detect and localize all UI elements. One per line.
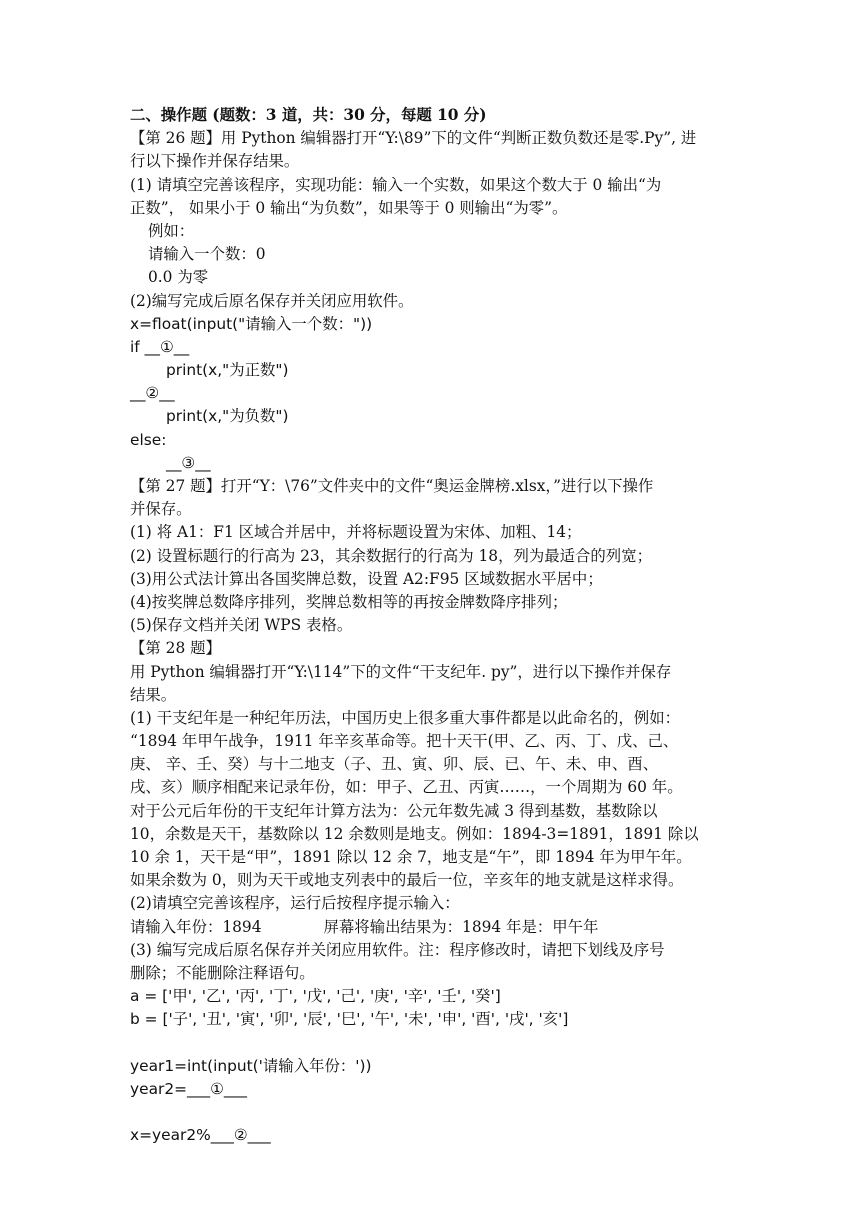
q28-item2: (2)请填空完善该程序，运行后按程序提示输入： [130, 894, 460, 913]
q26-code-block [130, 313, 742, 475]
paragraph-line: “1894 年甲午战争，1911 年辛亥革命等。把十天干(甲、乙、丙、丁、戊、己、 [130, 732, 679, 751]
code-line: print(x,"为负数") [166, 407, 289, 426]
code-line-year1: year1=int(input('请输入年份：')) [130, 1056, 372, 1075]
code-line-a: a = ['甲', '乙', '丙', '丁', '戊', '己', '庚', '辛', '壬', '癸'] [130, 987, 501, 1006]
code-line-year2: year2=___①___ [130, 1079, 247, 1098]
paragraph-line: 如果余数为 0，则为天干或地支列表中的最后一位，辛亥年的地支就是这样求得。 [130, 871, 684, 890]
paragraph-line: 10 余 1，天干是“甲”，1891 除以 12 余 7，地支是“午”，即 1894 年为甲午年。 [130, 848, 692, 866]
paragraph-line: 10，余数是天干，基数除以 12 余数则是地支。例如：1894-3=1891，1891 除以 [130, 824, 699, 843]
q26-item1-line2: 正数”， 如果小于 0 输出“为负数”，如果等于 0 则输出“为零”。 [130, 198, 568, 217]
run-output: 屏幕将输出结果为：1894 年是：甲午年 [323, 917, 599, 936]
section-heading: 二、操作题 (题数：3 道，共：30 分，每题 10 分) [130, 106, 487, 124]
blank-line [130, 1101, 742, 1124]
q26-example-label: 例如： [148, 221, 195, 240]
paragraph-line: 戌、亥）顺序相配来记录年份，如：甲子、乙丑、丙寅……，一个周期为 60 年。 [130, 778, 683, 797]
q26-item2: (2)编写完成后原名保存并关闭应用软件。 [130, 291, 414, 310]
q26-item1-line1: (1) 请填空完善该程序，实现功能：输入一个实数，如果这个数大于 0 输出“为 [130, 175, 662, 194]
q28-intro-line2: 结果。 [130, 685, 177, 704]
blank-line [130, 1032, 742, 1055]
paragraph-line: 对于公元后年份的干支纪年计算方法为：公元年数先减 3 得到基数，基数除以 [130, 801, 658, 820]
q28-item3-line2: 删除；不能删除注释语句。 [130, 963, 315, 982]
q28-title: 【第 28 题】 [130, 639, 221, 658]
q27-item: (3)用公式法计算出各国奖牌总数，设置 A2:F95 区域数据水平居中； [130, 569, 603, 588]
code-line: x=float(input("请输入一个数：")) [130, 314, 373, 333]
q26-title-line1: 【第 26 题】用 Python 编辑器打开“Y:\89”下的文件“判断正数负数还是零.Py”, 进 [130, 129, 697, 148]
q27-title-line1: 【第 27 题】打开“Y：\76”文件夹中的文件“奥运金牌榜.xlsx，”进行以下操作 [130, 477, 654, 495]
question-26 [130, 127, 742, 475]
q26-example-prompt: 请输入一个数：0 [148, 245, 266, 264]
q26-title-line2: 行以下操作并保存结果。 [130, 152, 300, 171]
q28-paragraph-1 [130, 707, 742, 893]
paragraph-line: 庚、 辛、壬、癸）与十二地支（子、丑、寅、卯、辰、已、午、未、申、酉、 [130, 755, 659, 774]
code-line: else: [130, 430, 167, 449]
question-28 [130, 637, 742, 1147]
q28-item3-line1: (3) 编写完成后原名保存并关闭应用软件。注：程序修改时，请把下划线及序号 [130, 940, 665, 959]
q27-item: (5)保存文档并关闭 WPS 表格。 [130, 616, 353, 635]
code-line: print(x,"为正数") [166, 361, 289, 380]
q26-example-output: 0.0 为零 [148, 268, 209, 287]
document-page [130, 104, 742, 1147]
question-27 [130, 475, 742, 637]
q27-item: (1) 将 A1：F1 区域合并居中，并将标题设置为宋体、加粗、14； [130, 523, 582, 542]
code-line: __②__ [130, 384, 175, 403]
code-line: __③__ [166, 453, 211, 472]
q28-run-example [130, 916, 742, 939]
run-input: 请输入年份：1894 [130, 917, 262, 936]
q27-item: (4)按奖牌总数降序排列，奖牌总数相等的再按金牌数降序排列； [130, 592, 568, 611]
q27-item: (2) 设置标题行的行高为 23，其余数据行的行高为 18，列为最适合的列宽； [130, 546, 652, 565]
code-line: if __①__ [130, 337, 190, 356]
q27-title-line2: 并保存。 [130, 500, 192, 519]
paragraph-line: (1) 干支纪年是一种纪年历法，中国历史上很多重大事件都是以此命名的，例如： [130, 708, 680, 727]
code-line-x: x=year2%___②___ [130, 1126, 271, 1145]
q28-intro-line1: 用 Python 编辑器打开“Y:\114”下的文件“干支纪年. py”，进行以下操作并保存 [130, 662, 672, 681]
code-line-b: b = ['子', '丑', '寅', '卯', '辰', '巳', '午', '未', '申', '酉', '戌', '亥'] [130, 1010, 569, 1029]
